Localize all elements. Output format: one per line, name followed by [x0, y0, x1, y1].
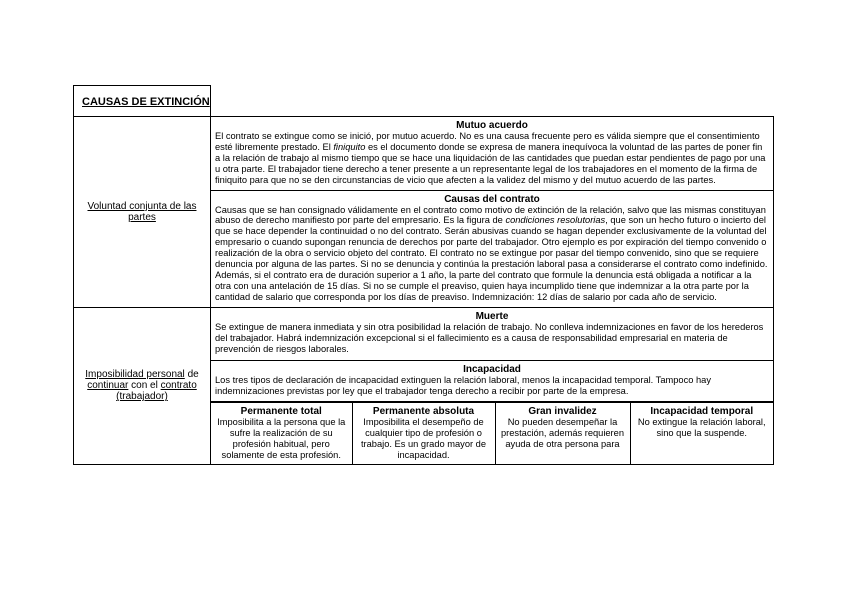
type-permanente-absoluta [352, 403, 495, 464]
type-gran-invalidez [495, 403, 630, 464]
type-incapacidad-temporal [630, 403, 773, 464]
mutuo-acuerdo-heading: Mutuo acuerdo [456, 120, 528, 131]
extinction-causes-table [73, 85, 774, 465]
section-content-imposibilidad [211, 307, 774, 464]
type-title: Permanente absoluta [372, 406, 475, 418]
section-label-voluntad: Voluntad conjunta de las partes [74, 117, 211, 308]
causas-contrato-text: Causas que se han consignado válidamente en el contrato como motivo de extinción de la relación, salvo que las mismas constituyan abuso de derecho manifiesto por parte del empresario. Es la figura de condiciones resolutorias, que son un hecho futuro o incierto del que se hace depender la continuidad o no del contrato. Serán abusivas cuando se hagan depender exclusivamente de la voluntad del empresario o cuando supongan renuncia de derechos por parte del trabajador. Otro ejemplo es por expiración del tiempo convenido o realización de la obra o servicio objeto del contrato. El contrato no se extingue por pasar del tiempo convenido, sino que se requiere denuncia por alguna de las partes. Si no se denuncia y continúa la prestación laboral pasa a considerarse el contrato como indefinido. Además, si el contrato era de duración superior a 1 año, la parte del contrato que formule la denuncia está obligada a notificar a la otra con una antelación de 15 días. Si no se cumple el preaviso, quien haya incumplido tiene que indemnizar a la otra parte por la cantidad de salario que corresponda por los días de preaviso. Indemnización: 12 días de salario por cada año de servicio. [215, 204, 768, 302]
incapacidad-row [211, 361, 773, 402]
incapacidad-types-row [211, 402, 773, 464]
muerte-cell [211, 308, 773, 361]
section-imposibilidad [74, 307, 774, 464]
incapacidad-types-table [211, 402, 773, 464]
mutuo-acuerdo-text: El contrato se extingue como se inició, por mutuo acuerdo. No es una causa frecuente pero es válida siempre que el consentimiento esté libremente prestado. El finiquito es el documento donde se expresa de manera inequívoca la voluntad de las partes de poner fin a la relación de trabajo al mismo tiempo que se hace una liquidación de las cantidades que puedan estar pendientes de pago por una u otra parte. El trabajador tiene derecho a tener presente a un representante legal de los trabajadores en el momento de la firma de finiquito para que no se den circunstancias de vicio que afecten a la validez del mismo y del mutuo acuerdo de las partes. [215, 131, 766, 185]
type-text: Imposibilita a la persona que la sufre la realización de su profesión habitual, pero solamente de esta profesión. [217, 417, 346, 460]
type-text: No extingue la relación laboral, sino que la suspende. [637, 417, 766, 439]
causas-contrato-heading: Causas del contrato [444, 193, 540, 205]
incapacidad-cell [211, 361, 773, 402]
muerte-text: Se extingue de manera inmediata y sin otra posibilidad la relación de trabajo. No conlleva indemnizaciones en favor de los herederos del trabajador. Habrá indemnización excepcional si el fallecimiento es a causa de responsabilidad empresarial en materia de prevención de riesgos laborales. [215, 321, 764, 354]
type-text: No pueden desempeñar la prestación, además requieren ayuda de otra persona para [501, 417, 624, 450]
empty-title-cell [211, 86, 774, 117]
type-title: Gran invalidez [528, 406, 597, 418]
document-page [73, 85, 774, 465]
title-row [74, 86, 774, 117]
section-label-imposibilidad: Imposibilidad personal de continuar con el contrato (trabajador) [74, 307, 211, 464]
causas-contrato-cell [211, 190, 773, 307]
incapacidad-heading: Incapacidad [463, 364, 521, 376]
mutuo-acuerdo-cell [211, 117, 773, 190]
muerte-heading: Muerte [475, 310, 509, 322]
table-title: CAUSAS DE EXTINCIÓN [82, 96, 210, 108]
incapacidad-text: Los tres tipos de declaración de incapacidad extinguen la relación laboral, menos la incapacidad temporal. Tampoco hay indemnizaciones previstas por ley que el trabajador tenga derecho a recibir por parte de la empresa. [215, 375, 711, 397]
muerte-row [211, 308, 773, 361]
type-text: Imposibilita el desempeño de cualquier tipo de profesión o trabajo. Es un grado mayor de incapacidad. [360, 417, 487, 460]
incapacidad-types-cell [211, 402, 773, 464]
section-content-voluntad [211, 117, 774, 308]
causas-contrato-row [211, 190, 773, 307]
section-voluntad [74, 117, 774, 308]
type-title: Incapacidad temporal [650, 406, 754, 418]
mutuo-acuerdo-row [211, 117, 773, 190]
type-permanente-total [211, 403, 352, 464]
type-title: Permanente total [240, 406, 322, 418]
title-cell [74, 86, 211, 117]
